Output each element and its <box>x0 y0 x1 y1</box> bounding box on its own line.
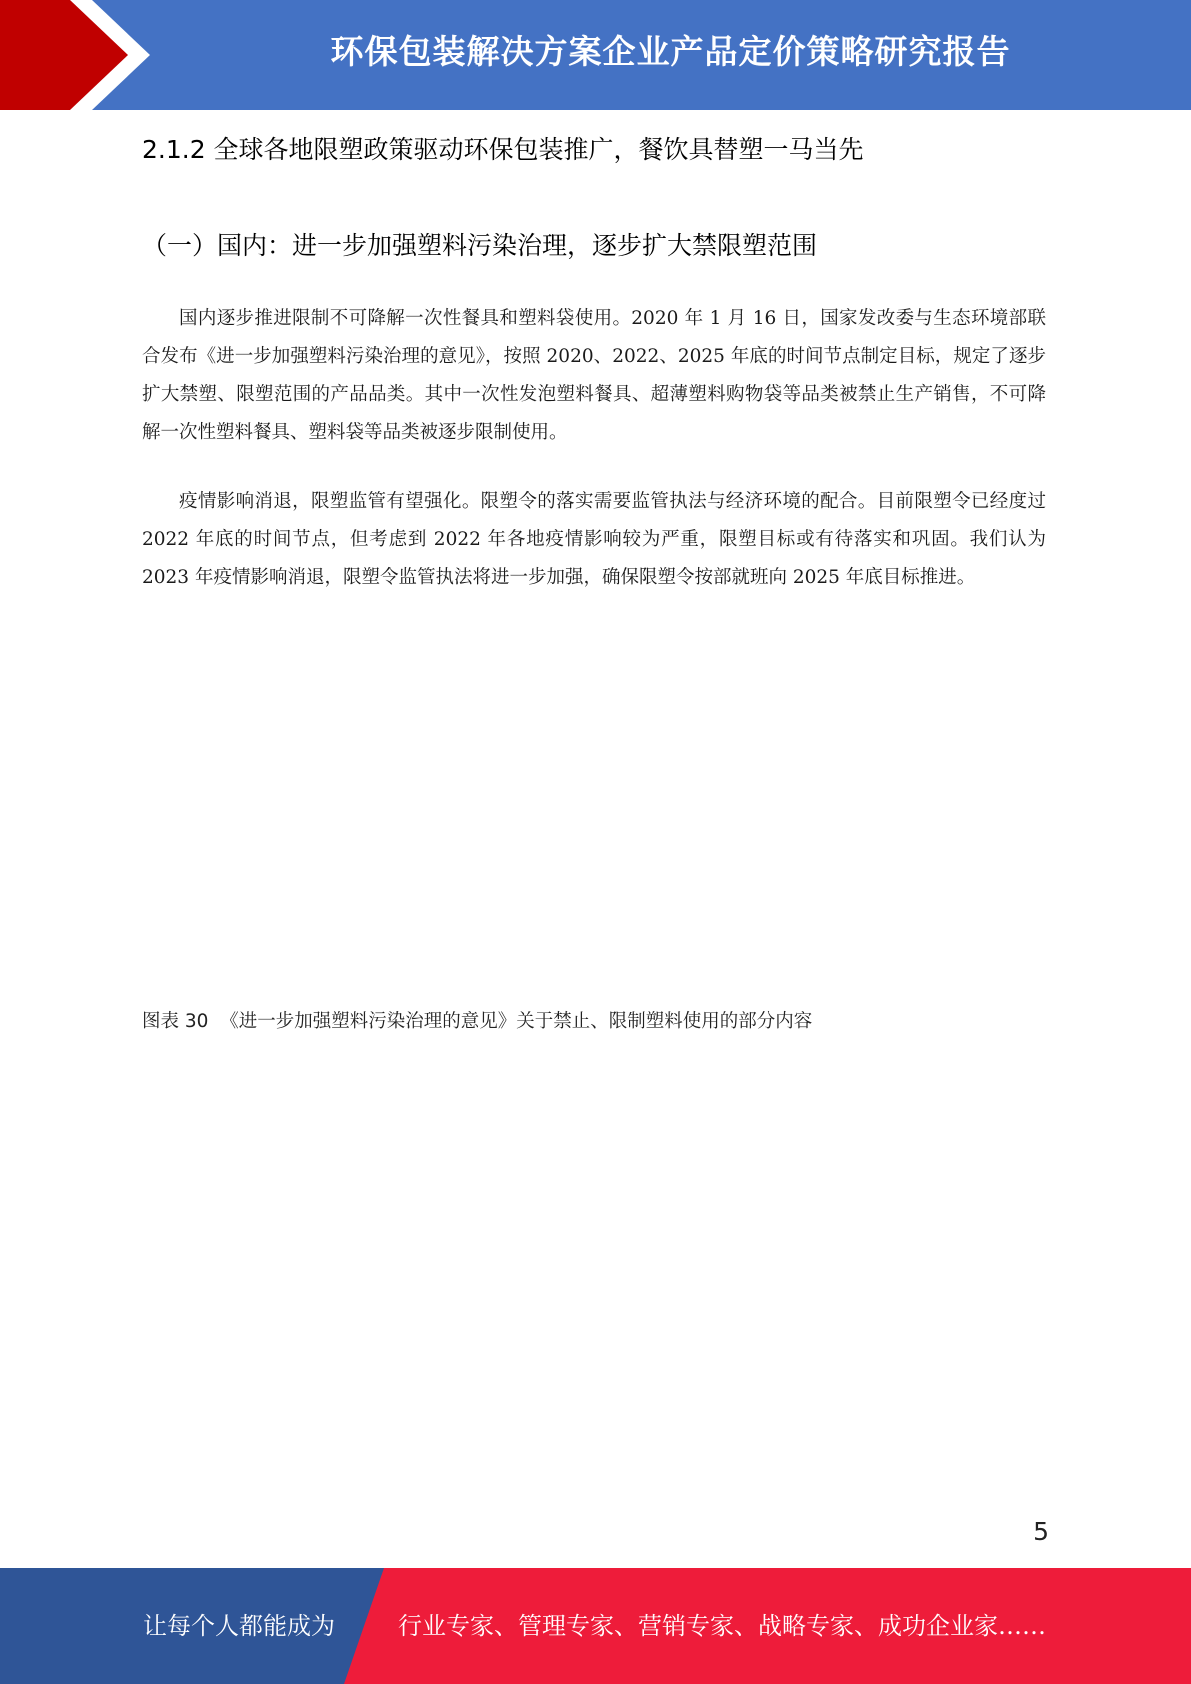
figure-caption-text: 《进一步加强塑料污染治理的意见》关于禁止、限制塑料使用的部分内容 <box>220 1011 813 1032</box>
figure-caption <box>142 1007 812 1033</box>
report-title: 环保包装解决方案企业产品定价策略研究报告 <box>330 32 1011 71</box>
body-paragraph-1: 国内逐步推进限制不可降解一次性餐具和塑料袋使用。2020 年 1 月 16 日，国家发改委与生态环境部联合发布《进一步加强塑料污染治理的意见》，按照 2020、2022、2025 年底的时间节点制定目标，规定了逐步扩大禁塑、限塑范围的产品品类。其中一次性发泡塑料餐具、超薄塑料购物袋等品类被禁止生产销售，不可降解一次性塑料餐具、塑料袋等品类被逐步限制使用。 <box>142 308 1046 443</box>
body-paragraph-2: 疫情影响消退，限塑监管有望强化。限塑令的落实需要监管执法与经济环境的配合。目前限塑令已经度过 2022 年底的时间节点，但考虑到 2022 年各地疫情影响较为严重，限塑目标或有待落实和巩固。我们认为 2023 年疫情影响消退，限塑令监管执法将进一步加强，确保限塑令按部就班向 2025 年底目标推进。 <box>142 491 1046 588</box>
subsection-heading: （一）国内：进一步加强塑料污染治理，逐步扩大禁限塑范围 <box>142 231 818 260</box>
footer-banner <box>0 1568 1191 1684</box>
header-chevron-decoration <box>0 0 160 110</box>
page-number: 5 <box>1033 1517 1049 1546</box>
figure-label: 图表 30 <box>142 1011 209 1032</box>
footer-slogan-right: 行业专家、管理专家、营销专家、战略专家、成功企业家…… <box>398 1612 1046 1640</box>
header-banner <box>0 0 1191 110</box>
footer-slogan-left: 让每个人都能成为 <box>143 1612 335 1640</box>
section-heading: 2.1.2 全球各地限塑政策驱动环保包装推广，餐饮具替塑一马当先 <box>142 135 864 164</box>
